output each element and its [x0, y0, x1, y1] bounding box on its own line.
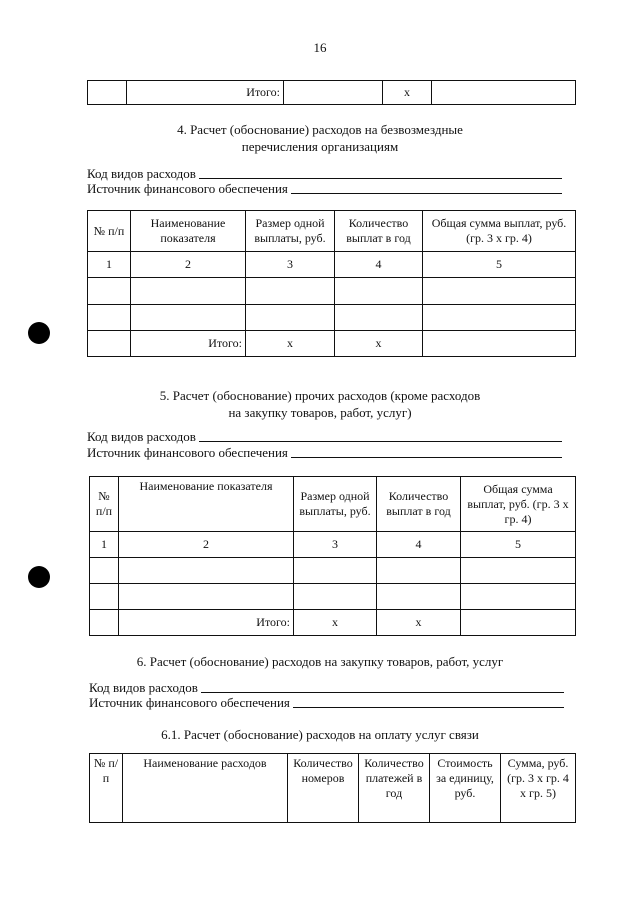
col-header: Количество платежей в год	[359, 754, 430, 823]
table-cell[interactable]	[88, 305, 131, 331]
punch-hole-mark	[28, 322, 50, 344]
table-cell	[88, 81, 127, 105]
table-header-row	[90, 754, 576, 823]
col-number: 2	[131, 252, 246, 278]
table-cell	[284, 81, 383, 105]
section4-table	[87, 210, 576, 357]
section5-expense-code-field	[87, 429, 562, 445]
expense-code-label: Код видов расходов	[87, 166, 196, 181]
table-cell[interactable]	[335, 278, 423, 305]
funding-source-line[interactable]	[293, 707, 564, 708]
expense-code-label: Код видов расходов	[87, 429, 196, 444]
col-number: 5	[461, 532, 576, 558]
table-cell[interactable]	[423, 278, 576, 305]
section61-title: 6.1. Расчет (обоснование) расходов на оплату услуг связи	[161, 727, 479, 742]
table-cell	[90, 610, 119, 636]
col-number: 3	[294, 532, 377, 558]
table-row	[90, 532, 576, 558]
col-header: Наименование показателя	[131, 211, 246, 252]
col-number: 3	[246, 252, 335, 278]
table-cell[interactable]	[294, 558, 377, 584]
expense-code-label: Код видов расходов	[89, 680, 198, 695]
table-cell[interactable]	[246, 305, 335, 331]
section5-table	[89, 476, 576, 636]
section61-table	[89, 753, 576, 823]
table-cell[interactable]	[423, 305, 576, 331]
table-cell[interactable]	[294, 584, 377, 610]
col-header: Стоимость за единицу, руб.	[430, 754, 501, 823]
table-cell[interactable]	[461, 584, 576, 610]
table-row	[88, 81, 576, 105]
table-cell[interactable]	[90, 558, 119, 584]
table-cell[interactable]	[377, 558, 461, 584]
table-cell	[432, 81, 576, 105]
section4-title-line2: перечисления организациям	[241, 139, 399, 154]
section4-title-line1: 4. Расчет (обоснование) расходов на безвозмездные	[177, 122, 463, 137]
col-header: Количество номеров	[288, 754, 359, 823]
expense-code-line[interactable]	[199, 178, 562, 179]
section4-title	[0, 121, 640, 155]
table-cell[interactable]	[335, 305, 423, 331]
total-label: Итого:	[119, 610, 294, 636]
table-cell[interactable]	[90, 584, 119, 610]
table-header-row	[90, 477, 576, 532]
table-cell[interactable]	[377, 584, 461, 610]
table-header-row	[88, 211, 576, 252]
table-cell[interactable]	[131, 305, 246, 331]
col-header: Количество выплат в год	[377, 477, 461, 532]
col-header: Количество выплат в год	[335, 211, 423, 252]
section6-expense-code-field	[89, 680, 564, 696]
expense-code-line[interactable]	[199, 441, 562, 442]
table-row	[90, 558, 576, 584]
col-number: 4	[377, 532, 461, 558]
section4-expense-code-field	[87, 166, 562, 182]
col-number: 5	[423, 252, 576, 278]
col-header: Общая сумма выплат, руб. (гр. 3 х гр. 4)	[461, 477, 576, 532]
col-header: Сумма, руб. (гр. 3 х гр. 4 х гр. 5)	[501, 754, 576, 823]
x-mark: х	[377, 610, 461, 636]
funding-source-label: Источник финансового обеспечения	[87, 181, 288, 196]
expense-code-line[interactable]	[201, 692, 564, 693]
col-header: № п/п	[90, 754, 123, 823]
page-number: 16	[313, 40, 327, 55]
col-header: № п/п	[88, 211, 131, 252]
funding-source-label: Источник финансового обеспечения	[89, 695, 290, 710]
table-cell[interactable]	[461, 610, 576, 636]
table-total-row	[90, 610, 576, 636]
section5-title	[0, 387, 640, 421]
section4-funding-source-field	[87, 181, 562, 197]
table-row	[88, 278, 576, 305]
table-cell[interactable]	[119, 584, 294, 610]
table-cell	[88, 331, 131, 357]
section6-funding-source-field	[89, 695, 564, 711]
section5-title-line1: 5. Расчет (обоснование) прочих расходов (кроме расходов	[159, 388, 481, 403]
x-mark: х	[246, 331, 335, 357]
table-row	[90, 584, 576, 610]
table-cell[interactable]	[246, 278, 335, 305]
table-cell[interactable]	[131, 278, 246, 305]
x-mark: х	[335, 331, 423, 357]
col-header: № п/п	[90, 477, 119, 532]
col-header: Наименование показателя	[119, 477, 294, 532]
col-header: Наименование расходов	[123, 754, 288, 823]
table-cell[interactable]	[119, 558, 294, 584]
section5-title-line2: на закупку товаров, работ, услуг)	[228, 405, 412, 420]
section5-funding-source-field	[87, 445, 562, 461]
x-mark: х	[383, 81, 432, 105]
funding-source-label: Источник финансового обеспечения	[87, 445, 288, 460]
col-header: Размер одной выплаты, руб.	[294, 477, 377, 532]
col-number: 1	[90, 532, 119, 558]
col-number: 2	[119, 532, 294, 558]
total-label: Итого:	[131, 331, 246, 357]
funding-source-line[interactable]	[291, 193, 562, 194]
punch-hole-mark	[28, 566, 50, 588]
table-row	[88, 252, 576, 278]
x-mark: х	[294, 610, 377, 636]
table-total-row	[88, 331, 576, 357]
col-number: 1	[88, 252, 131, 278]
table-cell[interactable]	[88, 278, 131, 305]
table-cell[interactable]	[461, 558, 576, 584]
top-total-table	[87, 80, 576, 105]
col-header: Размер одной выплаты, руб.	[246, 211, 335, 252]
total-label: Итого:	[127, 81, 284, 105]
col-header: Общая сумма выплат, руб. (гр. 3 х гр. 4)	[423, 211, 576, 252]
table-cell[interactable]	[423, 331, 576, 357]
funding-source-line[interactable]	[291, 457, 562, 458]
col-number: 4	[335, 252, 423, 278]
section6-title: 6. Расчет (обоснование) расходов на закупку товаров, работ, услуг	[136, 654, 504, 669]
table-row	[88, 305, 576, 331]
